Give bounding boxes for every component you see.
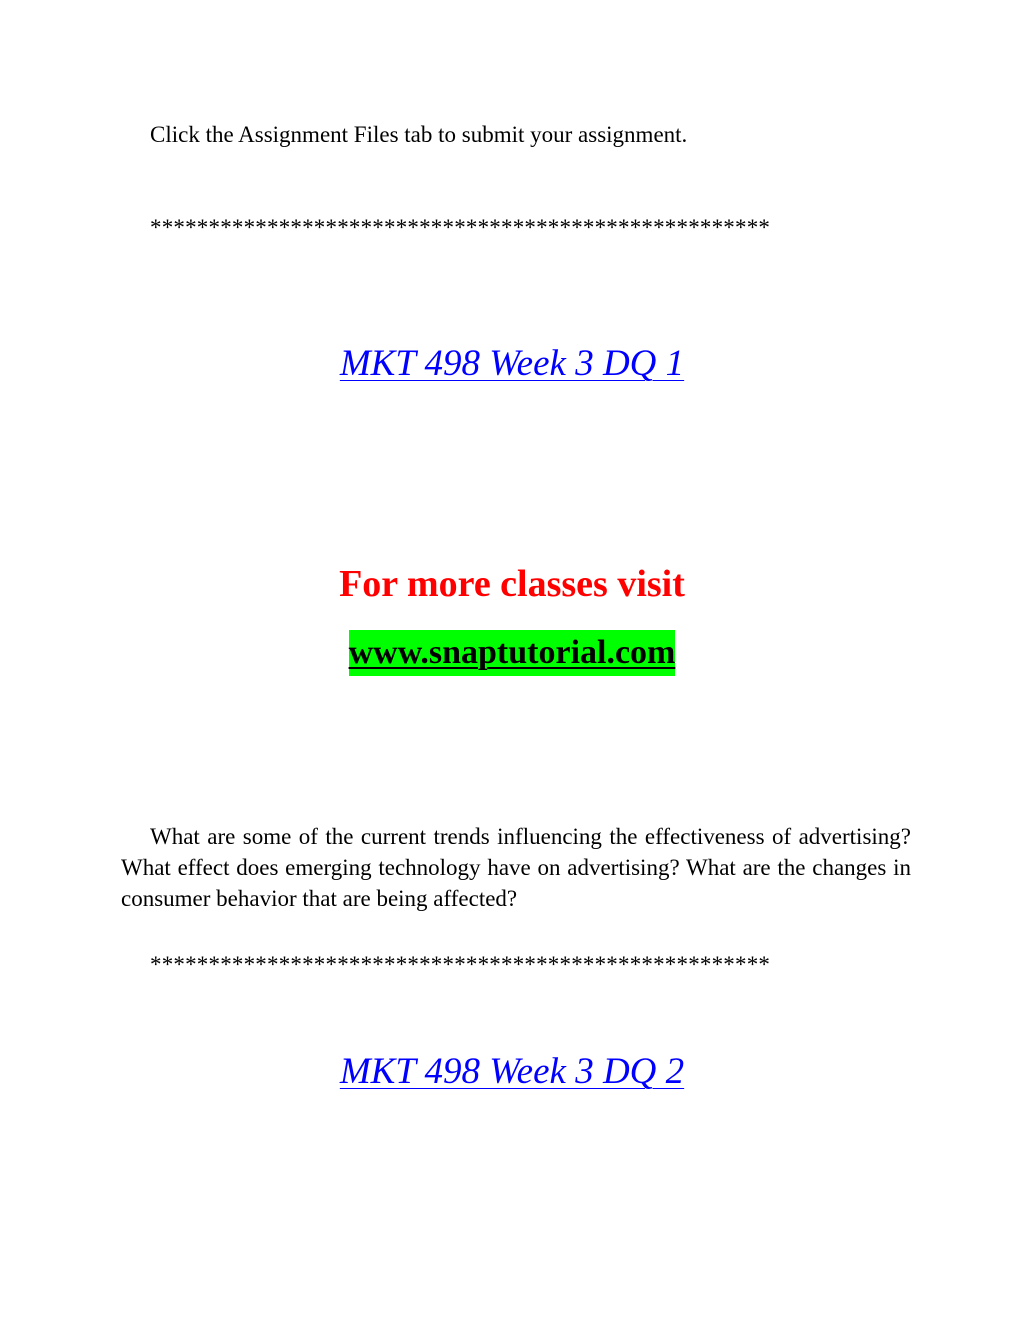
submission-instruction: Click the Assignment Files tab to submit your assignment. (150, 122, 688, 147)
separator-line: ***************************************************** (150, 952, 771, 977)
separator-line: ***************************************************** (150, 215, 771, 240)
site-link-container (0, 630, 1024, 676)
promo-heading: For more classes visit (339, 563, 685, 605)
snaptutorial-link[interactable]: www.snaptutorial.com (349, 630, 676, 676)
week3-dq1-link[interactable]: MKT 498 Week 3 DQ 1 (339, 343, 685, 384)
week3-dq2-link[interactable]: MKT 498 Week 3 DQ 2 (339, 1051, 685, 1092)
discussion-question: What are some of the current trends influencing the effectiveness of advertising? What effect does emerging technology have on advertising? What are the changes in consumer behavior that are being affected? (121, 824, 911, 911)
